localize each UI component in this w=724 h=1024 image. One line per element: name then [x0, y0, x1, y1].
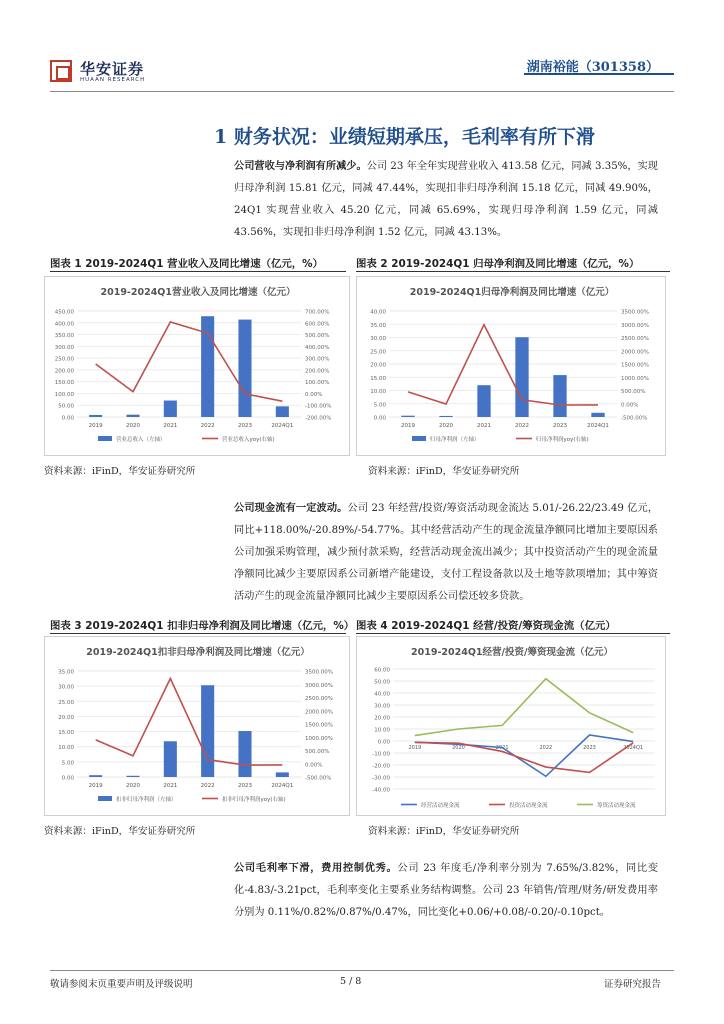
right-axis-tick: 0.00%: [305, 762, 323, 769]
figure-4-title: 图表 4 2019-2024Q1 经营/投资/筹资现金流（亿元）: [356, 620, 616, 632]
legend-bar-label: 营业总收入（左轴）: [116, 437, 166, 443]
legend-line-label: 投资活动现金流: [509, 803, 548, 809]
left-axis-tick: -20.00: [372, 763, 390, 770]
paragraph-lead: 公司毛利率下滑，费用控制优秀。: [234, 862, 398, 874]
left-axis-tick: 30.00: [370, 336, 386, 342]
figure-4-rule: [356, 633, 670, 634]
left-axis-tick: 20.00: [58, 714, 74, 721]
right-axis-tick: 300.00%: [305, 356, 330, 363]
chart-cash-flow: [356, 636, 666, 816]
x-axis-tick: 2019: [88, 423, 103, 429]
legend-line-label: 扣非归母净利润yoy(右轴): [222, 797, 286, 803]
right-axis-tick: 2500.00%: [621, 336, 649, 342]
figure-4-source: 资料来源：iFinD，华安证券研究所: [368, 826, 520, 837]
x-axis-tick: 2019: [401, 423, 415, 429]
left-axis-tick: 50.00: [58, 403, 74, 410]
figure-1-source: 资料来源：iFinD，华安证券研究所: [44, 466, 196, 477]
right-axis-tick: 3000.00%: [621, 322, 649, 329]
x-axis-tick: 2022: [200, 783, 215, 789]
legend-line-label: 营业总收入yoy(右轴): [222, 437, 275, 443]
figure-3-source: 资料来源：iFinD，华安证券研究所: [44, 826, 196, 837]
x-axis-tick: 2024Q1: [587, 423, 609, 429]
chart-bar: [164, 401, 177, 417]
chart-title: 2019-2024Q1营业收入及同比增速（亿元）: [100, 287, 296, 298]
right-axis-tick: 2000.00%: [621, 349, 649, 356]
left-axis-tick: 10.00: [58, 745, 74, 752]
chart-line-yoy: [96, 679, 283, 766]
left-axis-tick: -30.00: [372, 775, 390, 782]
legend-bar-label: 扣非归母净利润（左轴）: [116, 797, 177, 803]
right-axis-tick: 3000.00%: [305, 682, 333, 689]
chart-line-yoy: [408, 325, 598, 405]
logo-icon: [50, 60, 72, 82]
x-axis-tick: 2022: [515, 423, 529, 429]
x-axis-tick: 2020: [126, 783, 140, 789]
left-axis-tick: 30.00: [58, 684, 74, 691]
footer-disclaimer: 敬请参阅末页重要声明及评级说明: [50, 979, 193, 990]
left-axis-tick: 60.00: [374, 667, 390, 674]
x-axis-tick: 2022: [200, 423, 215, 429]
chart-net-profit: [356, 276, 666, 456]
chart-bar: [276, 772, 289, 777]
right-axis-tick: 0.00%: [305, 391, 323, 398]
right-axis-tick: -200.00%: [305, 415, 332, 422]
right-axis-tick: 3500.00%: [305, 669, 333, 676]
right-axis-tick: 100.00%: [305, 380, 330, 387]
chart-bar: [276, 406, 289, 417]
x-axis-tick: 2021: [495, 745, 509, 751]
chart-bar: [591, 413, 604, 417]
chart-bar: [238, 731, 251, 777]
left-axis-tick: 300.00: [54, 344, 74, 351]
chart-bar: [238, 320, 251, 417]
chart-title: 2019-2024Q1经营/投资/筹资现金流（亿元）: [411, 647, 613, 658]
left-axis-tick: 30.00: [374, 703, 390, 710]
x-axis-tick: 2019: [88, 783, 103, 789]
x-axis-tick: 2023: [238, 423, 252, 429]
section-title: 1 财务状况：业绩短期承压，毛利率有所下滑: [214, 126, 595, 148]
paragraph-margin: [234, 857, 658, 924]
right-axis-tick: 500.00%: [305, 333, 330, 340]
right-axis-tick: 600.00%: [305, 321, 330, 328]
chart-bar: [126, 776, 139, 777]
x-axis-tick: 2020: [126, 423, 140, 429]
chart-title: 2019-2024Q1归母净利润及同比增速（亿元）: [409, 287, 615, 298]
left-axis-tick: 40.00: [374, 691, 390, 698]
chart-line-yoy: [96, 322, 283, 401]
legend-line-label: 经营活动现金流: [421, 803, 460, 809]
chart-bar: [401, 416, 414, 417]
right-axis-tick: 1500.00%: [621, 362, 649, 369]
chart-bar: [477, 385, 490, 417]
x-axis-tick: 2024Q1: [623, 745, 644, 751]
legend-bar-swatch: [412, 436, 426, 441]
left-axis-tick: 25.00: [370, 349, 386, 356]
footer-report-type: 证券研究报告: [604, 979, 662, 990]
paragraph-body: 公司 23 年度毛/净利率分别为 7.65%/3.82%，同比变化-4.83/-3.21pct，毛利率变化主要系业务结构调整。公司 23 年销售/管理/财务/研发费用率分别为 0.11%/0.82%/0.87%/0.47%，同比变化+0.06/+0.08/-0.20/-0.10pct。: [234, 863, 658, 918]
right-axis-tick: -100.00%: [305, 403, 332, 410]
right-axis-tick: -500.00%: [621, 415, 648, 422]
left-axis-tick: -40.00: [372, 787, 390, 794]
right-axis-tick: 2000.00%: [305, 709, 333, 716]
figure-1-title: 图表 1 2019-2024Q1 营业收入及同比增速（亿元，%）: [50, 258, 323, 270]
header-accent-rule: [524, 73, 674, 75]
right-axis-tick: 500.00%: [621, 389, 646, 395]
paragraph-cashflow: [234, 497, 658, 608]
chart-deducted-net-profit: [44, 636, 350, 816]
x-axis-tick: 2021: [477, 423, 491, 429]
figure-2-source: 资料来源：iFinD，华安证券研究所: [368, 466, 520, 477]
chart-bar: [126, 415, 139, 417]
left-axis-tick: 0.00: [61, 415, 74, 422]
legend-line-label: 筹资活动现金流: [597, 803, 636, 809]
left-axis-tick: 150.00: [54, 380, 74, 387]
chart-line-series: [415, 679, 633, 736]
left-axis-tick: 25.00: [58, 699, 74, 706]
legend-bar-swatch: [98, 436, 112, 441]
x-axis-tick: 2019: [408, 745, 422, 751]
left-axis-tick: 100.00: [54, 391, 74, 398]
x-axis-tick: 2020: [439, 423, 453, 429]
left-axis-tick: 5.00: [373, 402, 386, 409]
chart-bar: [439, 416, 452, 417]
x-axis-tick: 2023: [553, 423, 567, 429]
legend-bar-swatch: [98, 796, 112, 801]
page-number: 5 / 8: [340, 976, 362, 987]
left-axis-tick: 350.00: [54, 333, 74, 340]
figure-2-title: 图表 2 2019-2024Q1 归母净利润及同比增速（亿元，%）: [356, 258, 640, 270]
left-axis-tick: 20.00: [370, 362, 386, 369]
right-axis-tick: 700.00%: [305, 309, 330, 316]
right-axis-tick: 3500.00%: [621, 309, 649, 316]
left-axis-tick: 400.00: [54, 321, 74, 328]
left-axis-tick: 35.00: [58, 669, 74, 676]
figure-3-title: 图表 3 2019-2024Q1 扣非归母净利润及同比增速（亿元，%）: [50, 620, 355, 632]
left-axis-tick: 250.00: [54, 356, 74, 363]
company-name: 湖南裕能（301358）: [526, 60, 659, 75]
chart-bar: [164, 741, 177, 777]
left-axis-tick: 450.00: [54, 309, 74, 316]
left-axis-tick: 200.00: [54, 368, 74, 375]
left-axis-tick: 10.00: [370, 389, 386, 395]
chart-bar: [201, 685, 214, 777]
x-axis-tick: 2021: [163, 423, 178, 429]
chart-revenue: [44, 276, 350, 456]
left-axis-tick: 35.00: [370, 322, 386, 329]
chart-bar: [515, 337, 528, 417]
right-axis-tick: 0.00%: [621, 402, 639, 409]
left-axis-tick: 15.00: [370, 375, 386, 382]
figure-3-rule: [50, 633, 346, 634]
left-axis-tick: 50.00: [374, 679, 390, 686]
logo-subtext: HUAAN RESEARCH: [80, 77, 146, 83]
x-axis-tick: 2024Q1: [271, 423, 294, 429]
right-axis-tick: 200.00%: [305, 368, 330, 375]
chart-bar: [89, 415, 102, 417]
left-axis-tick: 10.00: [374, 727, 390, 734]
x-axis-tick: 2023: [583, 745, 596, 751]
left-axis-tick: 0.00: [377, 739, 390, 746]
left-axis-tick: 15.00: [58, 730, 74, 737]
x-axis-tick: 2021: [163, 783, 178, 789]
x-axis-tick: 2022: [539, 745, 553, 751]
chart-title: 2019-2024Q1扣非归母净利润及同比增速（亿元）: [86, 647, 310, 658]
right-axis-tick: 400.00%: [305, 344, 330, 351]
right-axis-tick: 1000.00%: [621, 375, 649, 382]
legend-line-label: 归母净利润yoy(右轴): [536, 437, 589, 443]
left-axis-tick: 40.00: [370, 309, 386, 316]
left-axis-tick: 20.00: [374, 715, 390, 722]
legend-bar-label: 归母净利润（左轴）: [430, 437, 480, 443]
paragraph-revenue: [234, 155, 658, 244]
x-axis-tick: 2023: [238, 783, 252, 789]
left-axis-tick: 5.00: [61, 760, 74, 767]
left-axis-tick: 0.00: [61, 775, 74, 782]
logo-text: 华安证券: [80, 60, 145, 78]
left-axis-tick: -10.00: [372, 751, 390, 758]
right-axis-tick: 500.00%: [305, 749, 330, 755]
x-axis-tick: 2024Q1: [271, 783, 294, 789]
figure-1-rule: [50, 271, 346, 272]
paragraph-body: 公司 23 年经营/投资/筹资活动现金流达 5.01/-26.22/23.49 亿元，同比+118.00%/-20.89%/-54.77%。其中经营活动产生的现金流量净额同比增加主要原因系公司加强采购管理，减少预付款采购，经营活动现金流出减少；其中投资活动产生的现金流量净额同比减少主要原因系公司新增产能建设，支付工程设备款以及土地等款项增加；其中筹资活动产生的现金流量净额同比减少主要原因系公司偿还较多贷款。: [234, 503, 659, 602]
chart-bar: [89, 775, 102, 777]
left-axis-tick: 0.00: [373, 415, 386, 422]
figure-2-rule: [356, 271, 670, 272]
right-axis-tick: -500.00%: [305, 775, 332, 782]
chart-bar: [553, 375, 566, 417]
paragraph-lead: 公司现金流有一定波动。: [234, 502, 348, 514]
right-axis-tick: 1000.00%: [305, 735, 333, 742]
right-axis-tick: 1500.00%: [305, 722, 333, 729]
header-rule: [50, 91, 674, 92]
paragraph-lead: 公司营收与净利润有所减少。: [234, 160, 367, 172]
paragraph-body: 公司 23 年全年实现营业收入 413.58 亿元，同减 3.35%，实现归母净利润 15.81 亿元，同减 47.44%，实现扣非归母净利润 15.18 亿元，同减 49.90%，24Q1 实现营业收入 45.20 亿元，同减 65.69%，实现归母净利润 1.59 亿元，同减 43.56%，实现扣非归母净利润 1.52 亿元，同减 43.13%。: [234, 161, 658, 238]
chart-line-series: [415, 742, 633, 772]
right-axis-tick: 2500.00%: [305, 696, 333, 702]
x-axis-tick: 2020: [452, 745, 465, 751]
footer-rule: [50, 970, 674, 971]
